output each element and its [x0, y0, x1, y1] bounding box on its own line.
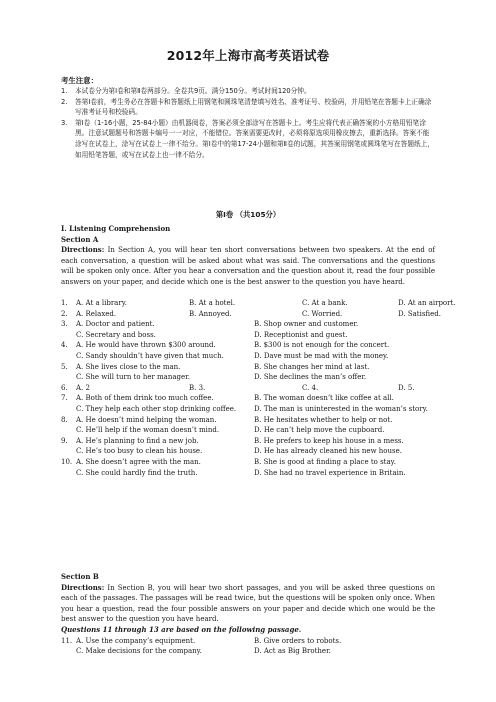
- directions-text: In Section A, you will hear ten short conversations between two speakers. At the end of each conversation, a question will be asked about what was said. The conversations and the questions will be spoken only once. After you hear a conversation and the question about it, read the four possible answers on your paper, and decide which one is the best answer to the question you have heard.: [61, 246, 435, 286]
- question-row-continued: [61, 372, 435, 383]
- option-d: D. The man is uninterested in the woman’s story.: [254, 404, 428, 413]
- option-d: D. Satisfied.: [398, 309, 441, 318]
- section-heading: I. Listening Comprehension: [61, 224, 171, 233]
- option-c: C. She could hardly find the truth.: [76, 468, 198, 477]
- notice-list: [61, 86, 435, 160]
- notice-text: 答第Ⅰ卷前，考生务必在答题卡和答题纸上用钢笔和圆珠笔清楚填写姓名、准考证号、校验码，并用铅笔在答题卡上正确涂写准考证号和校验码。: [75, 97, 432, 117]
- question-row: [61, 362, 435, 373]
- option-c: C. At a bank.: [302, 299, 348, 307]
- notice-number: 1.: [61, 87, 68, 95]
- question-number: 1.: [61, 299, 68, 307]
- question-row: [61, 636, 435, 647]
- option-c: C. He’s too busy to clean his house.: [76, 447, 203, 456]
- question-number: 10.: [61, 457, 73, 466]
- notice-item: [61, 118, 435, 160]
- option-a: A. She doesn’t agree with the man.: [76, 457, 201, 466]
- option-c: C. He’ll help if the woman doesn’t mind.: [76, 426, 220, 435]
- option-a: A. He’s planning to find a new job.: [76, 436, 199, 445]
- question-row-continued: [61, 468, 435, 479]
- option-d: D. She declines the man’s offer.: [254, 373, 367, 382]
- option-a: A. At a library.: [76, 299, 127, 307]
- option-b: B. She is good at finding a place to stay.: [254, 457, 396, 466]
- option-d: D. Dave must be mad with the money.: [254, 351, 389, 360]
- notice-text: 本试卷分为第Ⅰ卷和第Ⅱ卷两部分。全卷共9页。满分150分。考试时间120分钟。: [75, 87, 311, 95]
- notice-item: [61, 86, 435, 97]
- option-a: A. He would have thrown $300 around.: [76, 341, 216, 350]
- question-row: [61, 383, 435, 394]
- option-a: A. Relaxed.: [76, 309, 117, 318]
- option-c: C. She will turn to her manager.: [76, 373, 190, 382]
- option-b: B. The woman doesn’t like coffee at all.: [254, 394, 394, 403]
- notice-text: 第Ⅰ卷（1-16小题，25-84小题）由机器阅卷，答案必须全部涂写在答题卡上。考生应将代表正确答案的小方格用铅笔涂黑。注意试题题号和答题卡编号一一对应，不能错位。答案需要更改时，必须将原选项用橡皮擦去，重新选择。答案不能涂写在试卷上，涂写在试卷上一律不给分。第Ⅰ卷中的第17-24小题和第Ⅱ卷的试题，其答案用钢笔或圆珠笔写在答题纸上，如用铅笔答题，或写在试卷上也一律不给分。: [75, 118, 435, 159]
- question-row-continued: [61, 446, 435, 457]
- question-number: 4.: [61, 341, 68, 350]
- option-a: A. He doesn’t mind helping the woman.: [76, 415, 217, 424]
- option-a: A. Both of them drink too much coffee.: [76, 394, 214, 403]
- directions-label: Directions:: [61, 582, 105, 592]
- question-row-continued: [61, 425, 435, 436]
- option-c: C. They help each other stop drinking coffee.: [76, 404, 237, 413]
- question-row-continued: [61, 646, 435, 657]
- question-number: 9.: [61, 436, 68, 445]
- notice-item: [61, 97, 435, 118]
- question-row-continued: [61, 351, 435, 362]
- option-d: D. He has already cleaned his new house.: [254, 447, 402, 456]
- question-row-continued: [61, 404, 435, 415]
- option-b: B. 3.: [189, 383, 206, 392]
- question-list: [61, 298, 456, 478]
- option-d: D. Act as Big Brother.: [254, 647, 331, 656]
- option-a: A. 2: [76, 383, 90, 392]
- option-d: D. 5.: [398, 383, 415, 392]
- option-a: A. Doctor and patient.: [76, 320, 155, 329]
- option-c: C. Secretary and boss.: [76, 330, 156, 339]
- option-b: B. Give orders to robots.: [254, 636, 342, 645]
- question-number: 11.: [61, 636, 73, 645]
- question-row: [61, 415, 435, 426]
- section-a-directions: [61, 245, 435, 287]
- question-row: [61, 457, 435, 468]
- option-a: A. She lives close to the man.: [76, 362, 181, 371]
- option-c: C. Worried.: [302, 309, 343, 318]
- notice-heading: 考生注意：: [61, 76, 98, 85]
- page-title: 2012年上海市高考英语试卷: [166, 48, 330, 63]
- option-b: B. At a hotel.: [189, 299, 236, 307]
- question-row: [61, 436, 435, 447]
- question-number: 5.: [61, 362, 68, 371]
- option-d: D. He can’t help move the cupboard.: [254, 426, 385, 435]
- option-d: D. She had no travel experience in Britain.: [254, 468, 406, 477]
- question-number: 3.: [61, 320, 68, 329]
- notice-number: 2.: [61, 97, 68, 106]
- option-b: B. Annoyed.: [189, 309, 232, 318]
- option-c: C. Sandy shouldn’t have given that much.: [76, 351, 224, 360]
- question-number: 2.: [61, 309, 68, 318]
- section-a-label: Section A: [61, 234, 99, 244]
- option-c: C. 4.: [302, 383, 319, 392]
- section-a-block: [61, 224, 435, 288]
- option-b: B. $300 is not enough for the concert.: [254, 341, 390, 350]
- question-row: [61, 309, 441, 320]
- question-row-continued: [61, 330, 435, 341]
- question-row: [61, 298, 456, 309]
- section-b-directions: [61, 583, 435, 625]
- option-b: B. He hesitates whether to help or not.: [254, 415, 393, 424]
- part-one-title: 第Ⅰ卷 （共105分）: [215, 210, 281, 219]
- directions-text: In Section B, you will hear two short passages, and you will be asked three questions on each of the passages. The passages will be read twice, but the questions will be spoken only once. When you hear a question, read the four possible answers on your paper and decide which one would be the best answer to the question you have heard.: [61, 583, 435, 624]
- question-number: 8.: [61, 415, 68, 424]
- question-row: [61, 393, 435, 404]
- directions-label: Directions:: [61, 245, 105, 255]
- section-b-block: [61, 572, 435, 657]
- option-c: C. Make decisions for the company.: [76, 647, 202, 656]
- option-a: A. Use the company’s equipment.: [76, 636, 196, 645]
- notice-number: 3.: [61, 118, 68, 127]
- section-b-label: Section B: [61, 572, 99, 581]
- option-b: B. She changes her mind at last.: [254, 362, 370, 371]
- option-d: D. At an airport.: [398, 299, 456, 307]
- option-b: B. Shop owner and customer.: [254, 320, 359, 329]
- question-row: [61, 340, 435, 351]
- question-number: 7.: [61, 394, 68, 403]
- option-d: D. Receptionist and guest.: [254, 330, 348, 339]
- option-b: B. He prefers to keep his house in a mess.: [254, 436, 404, 445]
- question-number: 6.: [61, 383, 68, 392]
- passage-note: Questions 11 through 13 are based on the following passage.: [61, 624, 302, 634]
- question-row: [61, 319, 435, 330]
